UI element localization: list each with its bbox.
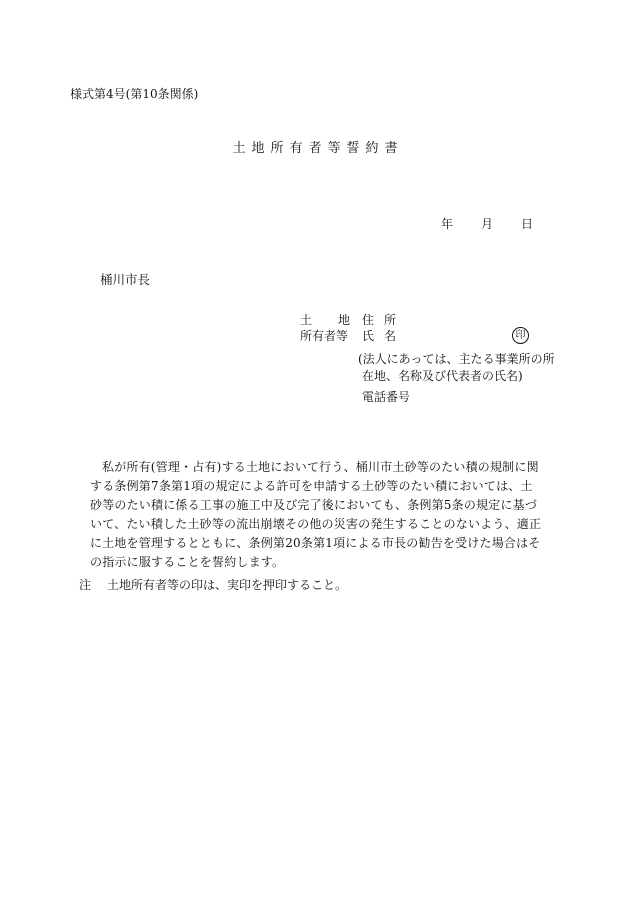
document-title: 土地所有者等誓約書	[232, 141, 404, 156]
date-year: 年	[441, 217, 454, 231]
date-line	[441, 216, 533, 232]
land-label-char-2: 地	[338, 313, 351, 327]
owner-label: 所有者等	[300, 329, 349, 343]
footnote-text: 土地所有者等の印は、実印を押印すること。	[107, 578, 348, 592]
footnote-mark: 注	[79, 578, 92, 592]
address-label-char-2: 所	[384, 313, 397, 327]
name-label	[362, 328, 396, 344]
corporation-note-line-1: (法人にあっては、主たる事業所の所	[358, 352, 555, 366]
corporation-note-line-2: 在地、名称及び代表者の氏名)	[362, 369, 523, 383]
address-label	[362, 312, 396, 328]
form-number: 様式第4号(第10条関係)	[70, 87, 199, 101]
land-label-char-1: 土	[300, 313, 313, 327]
seal-mark: 印	[512, 327, 529, 344]
name-label-char-2: 名	[384, 329, 397, 343]
phone-label: 電話番号	[362, 390, 411, 404]
land-label	[300, 312, 350, 328]
footnote	[79, 577, 347, 593]
date-day: 日	[521, 217, 534, 231]
date-month: 月	[481, 217, 494, 231]
pledge-body-text: 私が所有(管理・占有)する土地において行う、桶川市土砂等のたい積の規制に関する条例第7条第1項の規定による許可を申請する土砂等のたい積においては、土砂等のたい積に係る工事の施工中及び完了後においても、条例第5条の規定に基づいて、たい積した土砂等の流出崩壊その他の災害の発生することのないよう、適正に土地を管理するとともに、条例第20条第1項による市長の勧告を受けた場合はその指示に服することを誓約します。	[90, 460, 542, 569]
addressee: 桶川市長	[100, 272, 151, 287]
name-label-char-1: 氏	[362, 329, 375, 343]
address-label-char-1: 住	[362, 313, 375, 327]
